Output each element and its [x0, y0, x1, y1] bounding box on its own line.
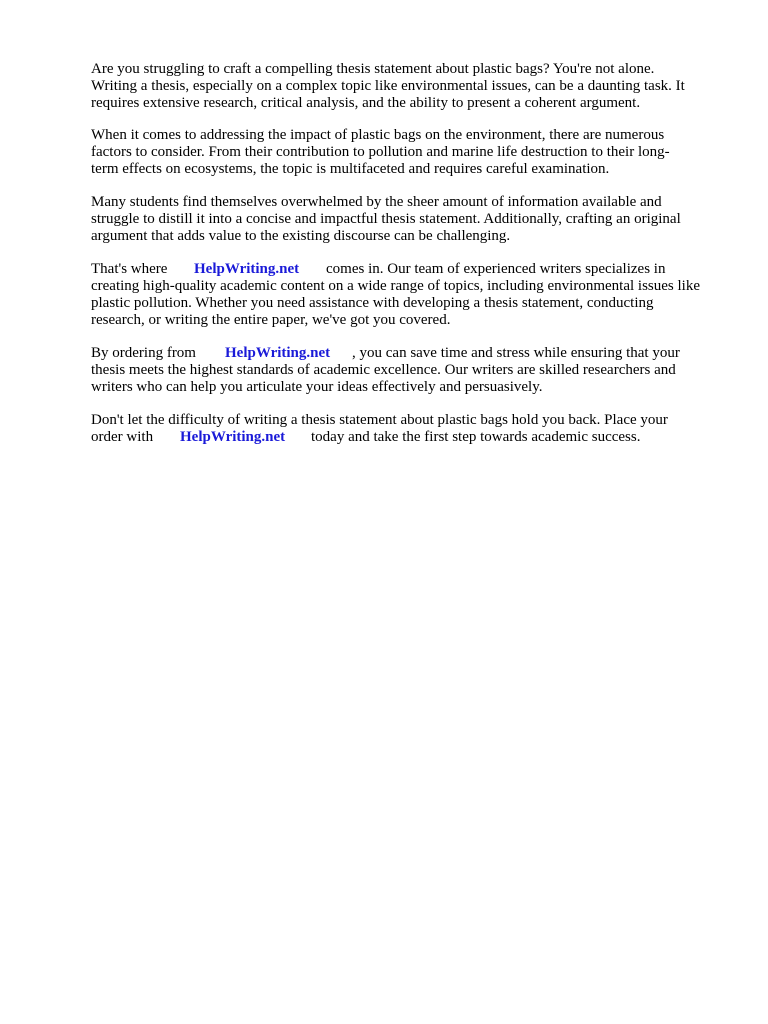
text-line: creating high-quality academic content on a wide range of topics, including environmental issues like	[91, 278, 700, 294]
text-line: argument that adds value to the existing discourse can be challenging.	[91, 228, 511, 244]
text-line: thesis meets the highest standards of academic excellence. Our writers are skilled researchers and	[91, 362, 676, 378]
text-line: factors to consider. From their contribution to pollution and marine life destruction to their long-	[91, 144, 670, 160]
text-line: term effects on ecosystems, the topic is multifaceted and requires careful examination.	[91, 161, 610, 177]
text-line: Are you struggling to craft a compelling thesis statement about plastic bags? You're not alone.	[91, 61, 655, 77]
helpwriting-link[interactable]: HelpWriting.net	[194, 261, 300, 277]
text-segment: By ordering from	[91, 345, 196, 361]
helpwriting-link[interactable]: HelpWriting.net	[180, 429, 286, 445]
text-line: plastic pollution. Whether you need assistance with developing a thesis statement, conducting	[91, 295, 654, 311]
text-line: When it comes to addressing the impact of plastic bags on the environment, there are numerous	[91, 127, 665, 143]
text-segment: comes in. Our team of experienced writers specializes in	[326, 261, 666, 277]
text-line: struggle to distill it into a concise and impactful thesis statement. Additionally, crafting an original	[91, 211, 681, 227]
text-line: writers who can help you articulate your ideas effectively and persuasively.	[91, 379, 543, 395]
text-segment: , you can save time and stress while ensuring that your	[352, 345, 680, 361]
text-segment: today and take the first step towards academic success.	[311, 429, 641, 445]
text-segment: order with	[91, 429, 154, 445]
text-line: research, or writing the entire paper, we've got you covered.	[91, 312, 451, 328]
text-line: Don't let the difficulty of writing a thesis statement about plastic bags hold you back. Place your	[91, 412, 668, 428]
helpwriting-link[interactable]: HelpWriting.net	[225, 345, 331, 361]
text-line: Many students find themselves overwhelmed by the sheer amount of information available and	[91, 194, 662, 210]
text-segment: That's where	[91, 261, 168, 277]
text-line: Writing a thesis, especially on a complex topic like environmental issues, can be a daunting task. It	[91, 78, 685, 94]
text-line: requires extensive research, critical analysis, and the ability to present a coherent argument.	[91, 95, 641, 111]
